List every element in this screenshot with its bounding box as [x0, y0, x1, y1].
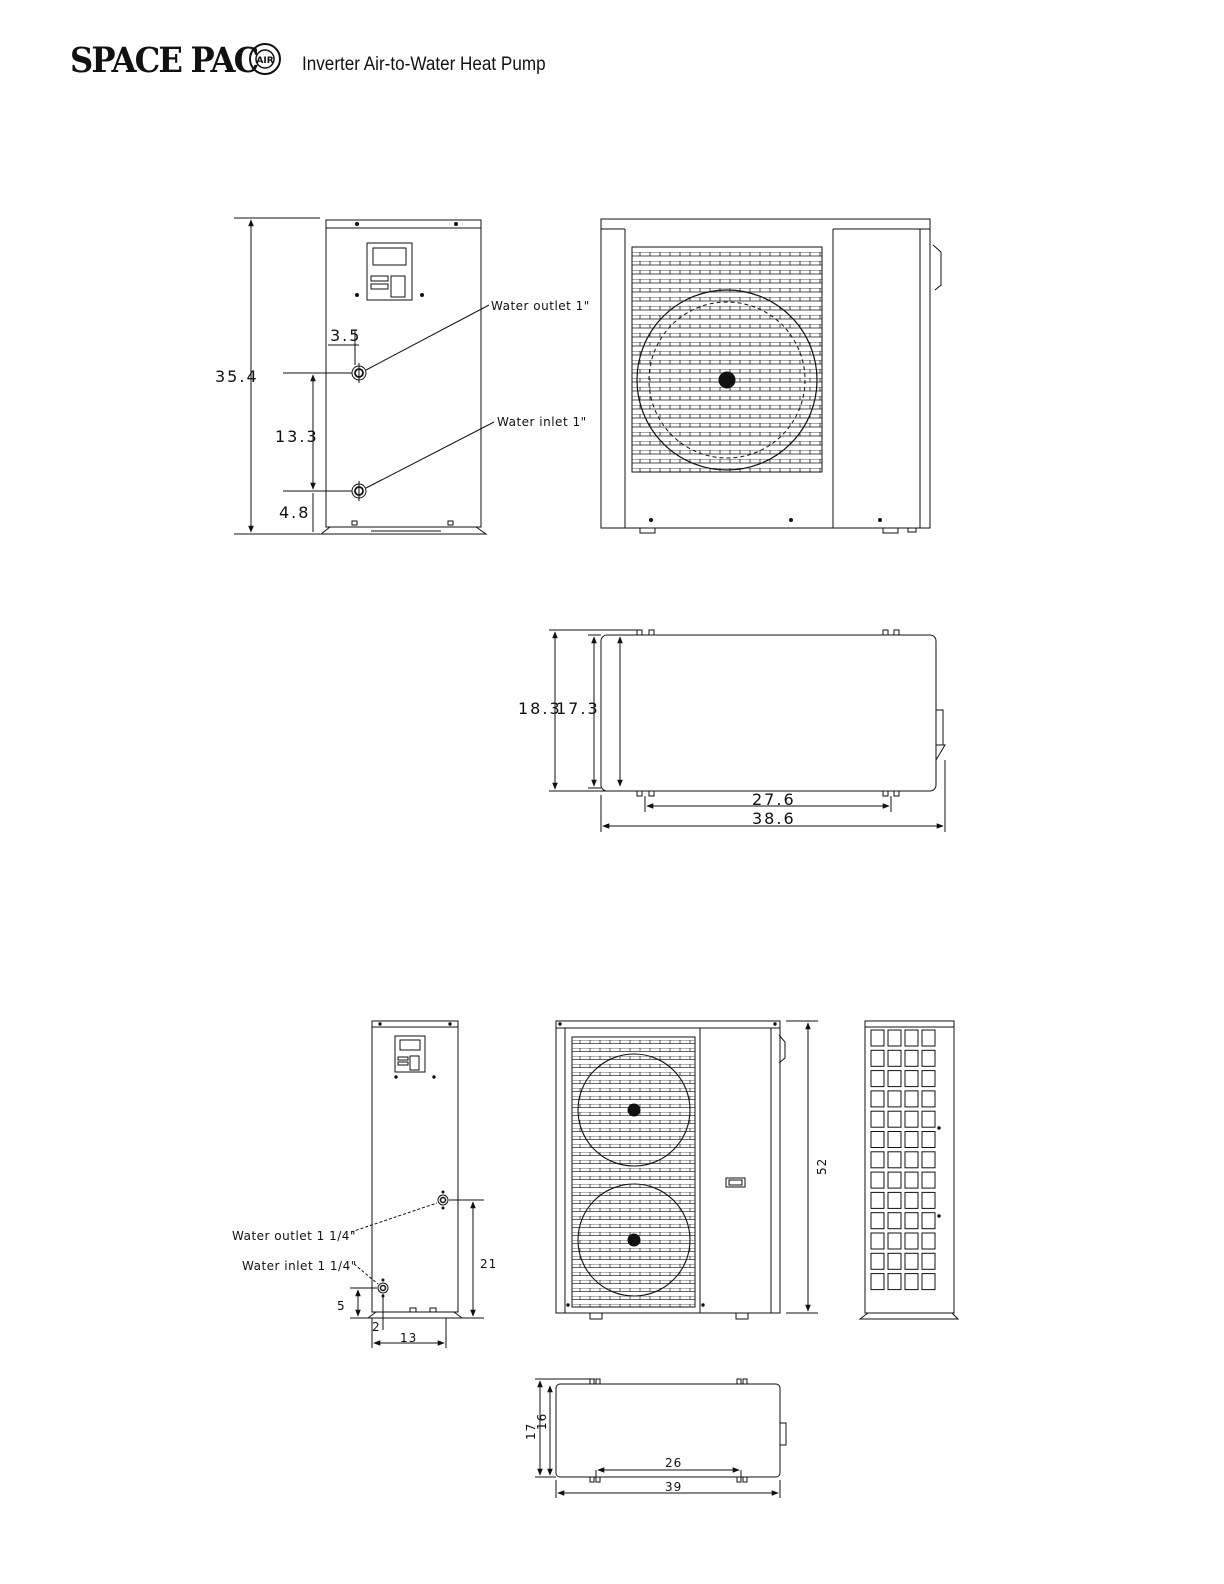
- unit1-pipe-spacing-dim: 13.3: [275, 427, 319, 446]
- unit2-depth-dim: 13: [400, 1331, 418, 1345]
- unit2-rear-view: [860, 1021, 958, 1319]
- unit2-side-view: [350, 1021, 484, 1348]
- unit2-front-view: [556, 1021, 818, 1319]
- unit1-foot-spacing-dim: 27.6: [752, 790, 796, 809]
- unit1-inlet-height-dim: 4.8: [279, 503, 311, 522]
- page-title: Inverter Air-to-Water Heat Pump: [302, 54, 546, 75]
- unit1-width-dim: 38.6: [752, 809, 796, 828]
- unit1-fan-grille: [632, 247, 822, 472]
- unit2-depth-total-dim: 17: [524, 1422, 538, 1440]
- unit1-top-view: [549, 630, 945, 832]
- unit2-inlet-height-dim: 5: [337, 1299, 346, 1313]
- unit1-side-view: [234, 218, 494, 534]
- unit2-height-dim: 52: [815, 1157, 829, 1175]
- unit2-fan-grille: [572, 1037, 695, 1307]
- unit2-inlet-label: Water inlet 1 1/4": [242, 1259, 357, 1273]
- brand-badge-text: AIR: [256, 56, 274, 66]
- unit1-depth-body-dim: 17.3: [556, 699, 600, 718]
- unit2-width-dim: 39: [665, 1480, 683, 1494]
- unit1-height-dim: 35.4: [215, 367, 259, 386]
- unit2-depth-body-dim: 16: [535, 1412, 549, 1430]
- unit1-inlet-label: Water inlet 1": [497, 415, 587, 429]
- unit1-front-view: [601, 219, 941, 533]
- unit2-outlet-label: Water outlet 1 1/4": [232, 1229, 356, 1243]
- unit2-top-view: [535, 1379, 786, 1498]
- unit2-inlet-offset-dim: 2: [372, 1320, 381, 1334]
- unit1-outlet-label: Water outlet 1": [491, 299, 590, 313]
- unit1-outlet-offset-dim: 3.5: [330, 326, 362, 345]
- unit1-depth-total-dim: 18.3: [518, 699, 562, 718]
- unit2-foot-spacing-dim: 26: [665, 1456, 683, 1470]
- unit2-outlet-height-dim: 21: [480, 1257, 498, 1271]
- brand-logo-text: SPACE PAC: [70, 40, 258, 81]
